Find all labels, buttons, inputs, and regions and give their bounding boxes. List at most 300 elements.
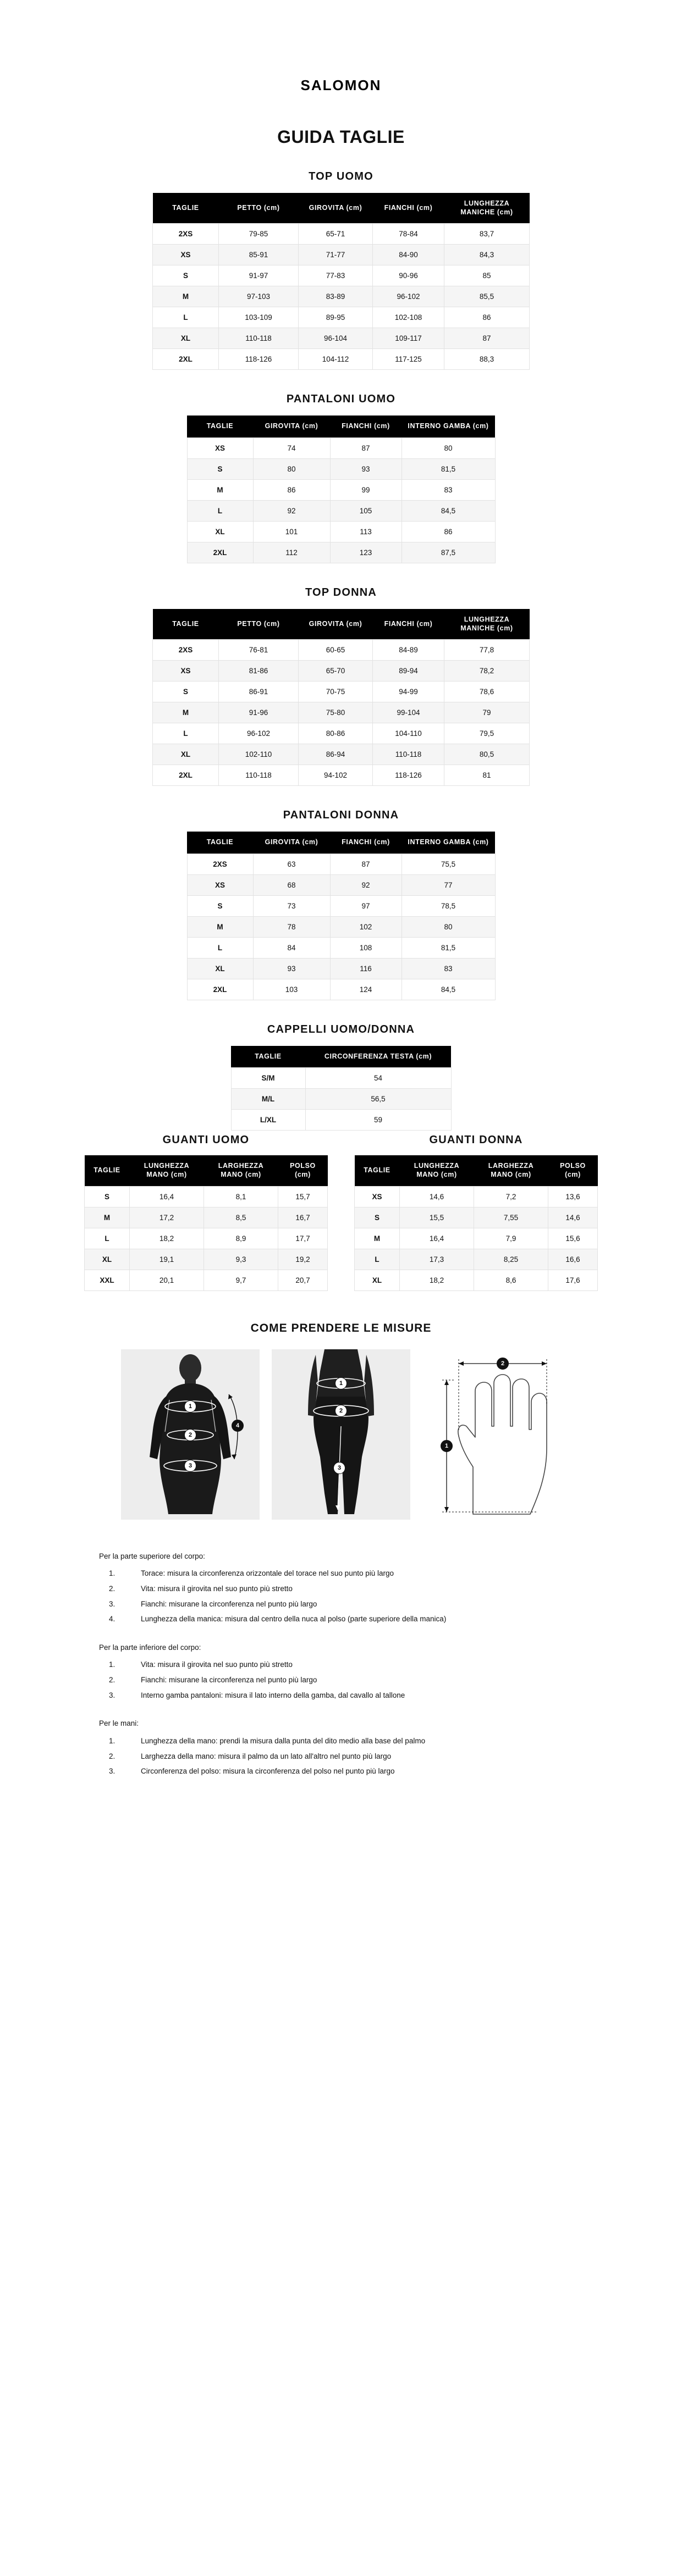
measurement-cell: 91-96 [219, 702, 299, 723]
table-row [85, 1228, 328, 1249]
measurement-cell: 102 [330, 916, 402, 937]
badge-chest: 1 [184, 1400, 196, 1412]
measurement-cell: 16,6 [548, 1249, 598, 1270]
measurement-cell: 56,5 [305, 1089, 451, 1110]
measurement-cell: 7,2 [474, 1186, 548, 1207]
measurement-cell: 87 [444, 328, 530, 349]
instruction-list [99, 1658, 583, 1702]
badge-hips-lower: 2 [335, 1405, 347, 1417]
measure-section-title: COME PRENDERE LE MISURE [250, 1321, 432, 1334]
page-title: GUIDA TAGLIE [277, 127, 405, 147]
instruction-group [99, 1716, 583, 1779]
column-header: TAGLIE [153, 609, 219, 640]
measurement-cell: 73 [253, 895, 330, 916]
measurement-cell: 18,2 [130, 1228, 204, 1249]
table-header-row [153, 609, 530, 640]
measurement-cell: 104-112 [299, 349, 373, 370]
measurement-cell: 80 [402, 437, 495, 458]
measurement-cell: 110-118 [219, 765, 299, 786]
table-guanti-uomo [84, 1155, 328, 1290]
measurement-cell: 15,6 [548, 1228, 598, 1249]
measurement-cell: 84-90 [373, 245, 444, 265]
table-row [153, 744, 530, 765]
measurement-cell: 63 [253, 854, 330, 874]
measurement-cell: 86 [253, 479, 330, 500]
measurement-cell: 88,3 [444, 349, 530, 370]
measurement-cell: 99-104 [373, 702, 444, 723]
section-title-guanti-donna: GUANTI DONNA [429, 1134, 523, 1146]
size-label-cell: M/L [231, 1089, 305, 1110]
badge-sleeve-length: 4 [232, 1420, 244, 1432]
measurement-cell: 80-86 [299, 723, 373, 744]
table-row [355, 1270, 598, 1290]
measurement-cell: 117-125 [373, 349, 444, 370]
column-header: LARGHEZZA MANO (cm) [474, 1155, 548, 1186]
table-row [153, 661, 530, 682]
measurement-cell: 18,2 [400, 1270, 474, 1290]
size-label-cell: M [187, 916, 253, 937]
section-title-top-donna: TOP DONNA [305, 586, 377, 599]
measurement-cell: 59 [305, 1110, 451, 1131]
table-guanti-donna [354, 1155, 598, 1290]
table-row [153, 765, 530, 786]
measurement-cell: 78 [253, 916, 330, 937]
column-header: POLSO (cm) [278, 1155, 328, 1186]
column-header: GIROVITA (cm) [253, 832, 330, 854]
table-row [153, 723, 530, 744]
measurement-cell: 7,55 [474, 1207, 548, 1228]
instruction-list [99, 1566, 583, 1626]
table-row [153, 349, 530, 370]
table-header-row [153, 193, 530, 224]
measurement-cell: 110-118 [219, 328, 299, 349]
table-row [85, 1207, 328, 1228]
table-row [153, 328, 530, 349]
column-header: GIROVITA (cm) [253, 416, 330, 437]
measurement-cell: 83,7 [444, 224, 530, 245]
measurement-cell: 99 [330, 479, 402, 500]
table-row [187, 979, 495, 1000]
measurement-cell: 14,6 [548, 1207, 598, 1228]
figure-lower-body [272, 1349, 410, 1520]
measurement-cell: 89-94 [373, 661, 444, 682]
measurement-cell: 84,3 [444, 245, 530, 265]
column-header: FIANCHI (cm) [373, 609, 444, 640]
measurement-cell: 17,6 [548, 1270, 598, 1290]
measurement-cell: 86-94 [299, 744, 373, 765]
instruction-group [99, 1549, 583, 1626]
measurement-cell: 76-81 [219, 640, 299, 661]
size-label-cell: 2XS [153, 224, 219, 245]
measurement-cell: 109-117 [373, 328, 444, 349]
column-header: PETTO (cm) [219, 193, 299, 224]
table-row [187, 937, 495, 958]
measurement-cell: 17,7 [278, 1228, 328, 1249]
column-header: FIANCHI (cm) [330, 416, 402, 437]
measurement-cell: 89-95 [299, 307, 373, 328]
measurement-cell: 85-91 [219, 245, 299, 265]
size-guide-page [0, 77, 682, 2576]
measurement-cell: 123 [330, 542, 402, 563]
measurement-cell: 90-96 [373, 265, 444, 286]
measurement-cell: 78-84 [373, 224, 444, 245]
section-guanti-uomo [84, 1134, 328, 1290]
size-label-cell: M [153, 702, 219, 723]
measurement-cell: 97-103 [219, 286, 299, 307]
column-header: TAGLIE [187, 416, 253, 437]
measurement-cell: 81,5 [402, 458, 495, 479]
measurement-cell: 78,5 [402, 895, 495, 916]
measurement-cell: 19,2 [278, 1249, 328, 1270]
column-header: LUNGHEZZA MANO (cm) [400, 1155, 474, 1186]
measurement-cell: 68 [253, 874, 330, 895]
table-row [187, 916, 495, 937]
table-row [153, 224, 530, 245]
size-label-cell: XS [153, 661, 219, 682]
instruction-item: Larghezza della mano: misura il palmo da un lato all'altro nel punto più largo [141, 1752, 392, 1760]
section-title-guanti-uomo: GUANTI UOMO [162, 1134, 250, 1146]
section-pantaloni-donna [0, 809, 682, 1000]
column-header: PETTO (cm) [219, 609, 299, 640]
badge-hand-width: 2 [497, 1358, 509, 1370]
measurement-cell: 17,3 [400, 1249, 474, 1270]
measurement-cell: 81-86 [219, 661, 299, 682]
section-title-cappelli: CAPPELLI UOMO/DONNA [267, 1023, 415, 1035]
measure-instructions [99, 1549, 583, 1779]
size-label-cell: XS [153, 245, 219, 265]
table-row [355, 1186, 598, 1207]
column-header: TAGLIE [85, 1155, 130, 1186]
instruction-item: Torace: misura la circonferenza orizzontale del torace nel suo punto più largo [141, 1569, 394, 1578]
instruction-item: Vita: misura il girovita nel suo punto più stretto [141, 1584, 293, 1593]
measurement-cell: 85,5 [444, 286, 530, 307]
table-row [187, 437, 495, 458]
measurement-cell: 15,7 [278, 1186, 328, 1207]
measurement-cell: 84-89 [373, 640, 444, 661]
measurement-cell: 92 [253, 500, 330, 521]
measurement-cell: 16,7 [278, 1207, 328, 1228]
measurement-cell: 8,25 [474, 1249, 548, 1270]
instruction-item: Lunghezza della mano: prendi la misura dalla punta del dito medio alla base del palmo [141, 1737, 426, 1746]
size-label-cell: S [187, 895, 253, 916]
column-header: INTERNO GAMBA (cm) [402, 416, 495, 437]
measurement-cell: 84,5 [402, 979, 495, 1000]
measurement-cell: 103 [253, 979, 330, 1000]
measurement-cell: 8,1 [204, 1186, 278, 1207]
table-row [85, 1270, 328, 1290]
table-cappelli [231, 1046, 452, 1131]
measurement-cell: 87 [330, 854, 402, 874]
measurement-cell: 83 [402, 958, 495, 979]
table-top-uomo [152, 193, 530, 370]
measurement-cell: 80 [253, 458, 330, 479]
column-header: TAGLIE [153, 193, 219, 224]
measurement-cell: 104-110 [373, 723, 444, 744]
table-row [231, 1068, 451, 1089]
column-header: FIANCHI (cm) [330, 832, 402, 854]
table-row [153, 286, 530, 307]
measurement-cell: 60-65 [299, 640, 373, 661]
section-top-uomo [0, 170, 682, 370]
column-header: LUNGHEZZA MANICHE (cm) [444, 193, 530, 224]
measurement-cell: 96-102 [219, 723, 299, 744]
lower-body-illustration [272, 1349, 410, 1520]
size-label-cell: M [85, 1207, 130, 1228]
measurement-cell: 124 [330, 979, 402, 1000]
instruction-list [99, 1734, 583, 1779]
hand-illustration [422, 1349, 561, 1520]
table-header-row [85, 1155, 328, 1186]
measurement-cell: 112 [253, 542, 330, 563]
table-row [187, 542, 495, 563]
table-body [355, 1186, 598, 1290]
measurement-cell: 8,9 [204, 1228, 278, 1249]
measurement-cell: 87,5 [402, 542, 495, 563]
badge-inseam: 3 [333, 1462, 345, 1474]
measurement-cell: 81 [444, 765, 530, 786]
measurement-cell: 96-102 [373, 286, 444, 307]
size-label-cell: S [355, 1207, 400, 1228]
measurement-cell: 92 [330, 874, 402, 895]
size-label-cell: S/M [231, 1068, 305, 1089]
table-header-row [187, 416, 495, 437]
column-header: TAGLIE [187, 832, 253, 854]
instruction-item: Circonferenza del polso: misura la circonferenza del polso nel punto più largo [141, 1767, 395, 1776]
table-row [153, 640, 530, 661]
size-label-cell: M [187, 479, 253, 500]
size-label-cell: 2XS [187, 854, 253, 874]
section-title-top-uomo: TOP UOMO [309, 170, 373, 182]
table-row [153, 245, 530, 265]
size-label-cell: M [355, 1228, 400, 1249]
size-label-cell: XL [153, 328, 219, 349]
size-label-cell: XL [187, 958, 253, 979]
measurement-cell: 118-126 [373, 765, 444, 786]
badge-hand-length: 1 [441, 1440, 453, 1452]
measurement-cell: 19,1 [130, 1249, 204, 1270]
table-pantaloni-donna [187, 832, 496, 1000]
measurement-cell: 7,9 [474, 1228, 548, 1249]
measurement-cell: 77,8 [444, 640, 530, 661]
size-label-cell: XS [187, 874, 253, 895]
measurement-cell: 14,6 [400, 1186, 474, 1207]
table-row [355, 1228, 598, 1249]
table-body [153, 224, 530, 370]
measurement-cell: 9,3 [204, 1249, 278, 1270]
column-header: GIROVITA (cm) [299, 193, 373, 224]
size-label-cell: S [153, 682, 219, 702]
table-row [153, 702, 530, 723]
table-row [187, 479, 495, 500]
measurement-cell: 70-75 [299, 682, 373, 702]
measurement-cell: 93 [253, 958, 330, 979]
size-label-cell: L [153, 723, 219, 744]
measurement-cell: 110-118 [373, 744, 444, 765]
table-row [355, 1249, 598, 1270]
table-body [231, 1068, 451, 1131]
measurement-cell: 91-97 [219, 265, 299, 286]
instruction-item: Fianchi: misurane la circonferenza nel punto più largo [141, 1676, 317, 1685]
table-row [187, 958, 495, 979]
measurement-cell: 94-99 [373, 682, 444, 702]
size-label-cell: M [153, 286, 219, 307]
table-body [187, 437, 495, 563]
size-label-cell: L [85, 1228, 130, 1249]
measurement-cell: 75,5 [402, 854, 495, 874]
size-label-cell: XL [85, 1249, 130, 1270]
size-label-cell: XL [187, 521, 253, 542]
section-title-pantaloni-uomo: PANTALONI UOMO [286, 393, 396, 406]
size-label-cell: S [153, 265, 219, 286]
section-guanti [0, 1134, 682, 1290]
measurement-cell: 105 [330, 500, 402, 521]
instruction-group-title: Per le mani: [99, 1719, 139, 1728]
section-pantaloni-uomo [0, 393, 682, 563]
measurement-cell: 94-102 [299, 765, 373, 786]
measurement-cell: 54 [305, 1068, 451, 1089]
measurement-cell: 71-77 [299, 245, 373, 265]
measurement-cell: 20,1 [130, 1270, 204, 1290]
table-row [187, 458, 495, 479]
section-cappelli [0, 1023, 682, 1131]
measurement-cell: 77 [402, 874, 495, 895]
size-label-cell: 2XL [153, 765, 219, 786]
measurement-cell: 79,5 [444, 723, 530, 744]
measurement-cell: 8,5 [204, 1207, 278, 1228]
measurement-cell: 79 [444, 702, 530, 723]
size-label-cell: XS [187, 437, 253, 458]
measurement-cell: 103-109 [219, 307, 299, 328]
badge-hips: 3 [184, 1460, 196, 1472]
measurement-cell: 15,5 [400, 1207, 474, 1228]
section-top-donna [0, 586, 682, 786]
table-row [153, 265, 530, 286]
measurement-cell: 113 [330, 521, 402, 542]
table-row [187, 874, 495, 895]
size-label-cell: XL [355, 1270, 400, 1290]
table-header-row [187, 832, 495, 854]
instruction-item: Lunghezza della manica: misura dal centro della nuca al polso (parte superiore della manica) [141, 1615, 447, 1624]
table-header-row [231, 1046, 451, 1068]
measurement-cell: 75-80 [299, 702, 373, 723]
table-pantaloni-uomo [187, 416, 496, 563]
measurement-cell: 20,7 [278, 1270, 328, 1290]
measurement-cell: 79-85 [219, 224, 299, 245]
table-row [153, 682, 530, 702]
table-row [187, 521, 495, 542]
instruction-group-title: Per la parte superiore del corpo: [99, 1552, 205, 1560]
badge-waist-lower: 1 [335, 1377, 347, 1389]
measurement-cell: 86 [444, 307, 530, 328]
column-header: TAGLIE [355, 1155, 400, 1186]
instruction-item: Vita: misura il girovita nel suo punto più stretto [141, 1660, 293, 1669]
table-row [187, 854, 495, 874]
measurement-cell: 87 [330, 437, 402, 458]
measurement-cell: 77-83 [299, 265, 373, 286]
table-top-donna [152, 609, 530, 786]
measurement-cell: 86 [402, 521, 495, 542]
measurement-cell: 96-104 [299, 328, 373, 349]
measurement-cell: 13,6 [548, 1186, 598, 1207]
size-label-cell: XS [355, 1186, 400, 1207]
measurement-cell: 80,5 [444, 744, 530, 765]
column-header: LUNGHEZZA MANICHE (cm) [444, 609, 530, 640]
measurement-cell: 84,5 [402, 500, 495, 521]
measurement-cell: 16,4 [400, 1228, 474, 1249]
brand-logo: SALOMON [300, 77, 382, 93]
table-row [355, 1207, 598, 1228]
instruction-group [99, 1641, 583, 1703]
table-row [187, 895, 495, 916]
column-header: TAGLIE [231, 1046, 305, 1068]
table-body [187, 854, 495, 1000]
figure-upper-body [121, 1349, 260, 1520]
column-header: INTERNO GAMBA (cm) [402, 832, 495, 854]
table-row [187, 500, 495, 521]
measurement-cell: 118-126 [219, 349, 299, 370]
table-row [231, 1110, 451, 1131]
measurement-cell: 102-108 [373, 307, 444, 328]
table-header-row [355, 1155, 598, 1186]
measurement-cell: 85 [444, 265, 530, 286]
size-label-cell: XXL [85, 1270, 130, 1290]
measurement-cell: 80 [402, 916, 495, 937]
column-header: LUNGHEZZA MANO (cm) [130, 1155, 204, 1186]
column-header: POLSO (cm) [548, 1155, 598, 1186]
instruction-group-title: Per la parte inferiore del corpo: [99, 1643, 201, 1652]
table-row [85, 1186, 328, 1207]
measurement-cell: 16,4 [130, 1186, 204, 1207]
size-label-cell: L/XL [231, 1110, 305, 1131]
measurement-cell: 65-70 [299, 661, 373, 682]
table-row [231, 1089, 451, 1110]
table-body [85, 1186, 328, 1290]
measurement-cell: 8,6 [474, 1270, 548, 1290]
size-label-cell: S [85, 1186, 130, 1207]
measure-figures [0, 1349, 682, 1520]
badge-waist: 2 [184, 1429, 196, 1441]
column-header: CIRCONFERENZA TESTA (cm) [305, 1046, 451, 1068]
table-body [153, 640, 530, 786]
measurement-cell: 78,2 [444, 661, 530, 682]
size-label-cell: 2XL [187, 979, 253, 1000]
size-label-cell: XL [153, 744, 219, 765]
measurement-cell: 86-91 [219, 682, 299, 702]
measurement-cell: 84 [253, 937, 330, 958]
measurement-cell: 17,2 [130, 1207, 204, 1228]
size-label-cell: L [355, 1249, 400, 1270]
size-label-cell: S [187, 458, 253, 479]
measurement-cell: 81,5 [402, 937, 495, 958]
size-label-cell: L [187, 500, 253, 521]
measurement-cell: 116 [330, 958, 402, 979]
section-guanti-donna [354, 1134, 598, 1290]
measurement-cell: 102-110 [219, 744, 299, 765]
measurement-cell: 83-89 [299, 286, 373, 307]
size-label-cell: L [187, 937, 253, 958]
measurement-cell: 93 [330, 458, 402, 479]
instruction-item: Interno gamba pantaloni: misura il lato interno della gamba, dal cavallo al tallone [141, 1691, 405, 1699]
measurement-cell: 78,6 [444, 682, 530, 702]
table-row [85, 1249, 328, 1270]
size-label-cell: L [153, 307, 219, 328]
column-header: GIROVITA (cm) [299, 609, 373, 640]
measurement-cell: 65-71 [299, 224, 373, 245]
section-title-pantaloni-donna: PANTALONI DONNA [283, 809, 399, 822]
size-label-cell: 2XL [187, 542, 253, 563]
measurement-cell: 108 [330, 937, 402, 958]
measurement-cell: 83 [402, 479, 495, 500]
